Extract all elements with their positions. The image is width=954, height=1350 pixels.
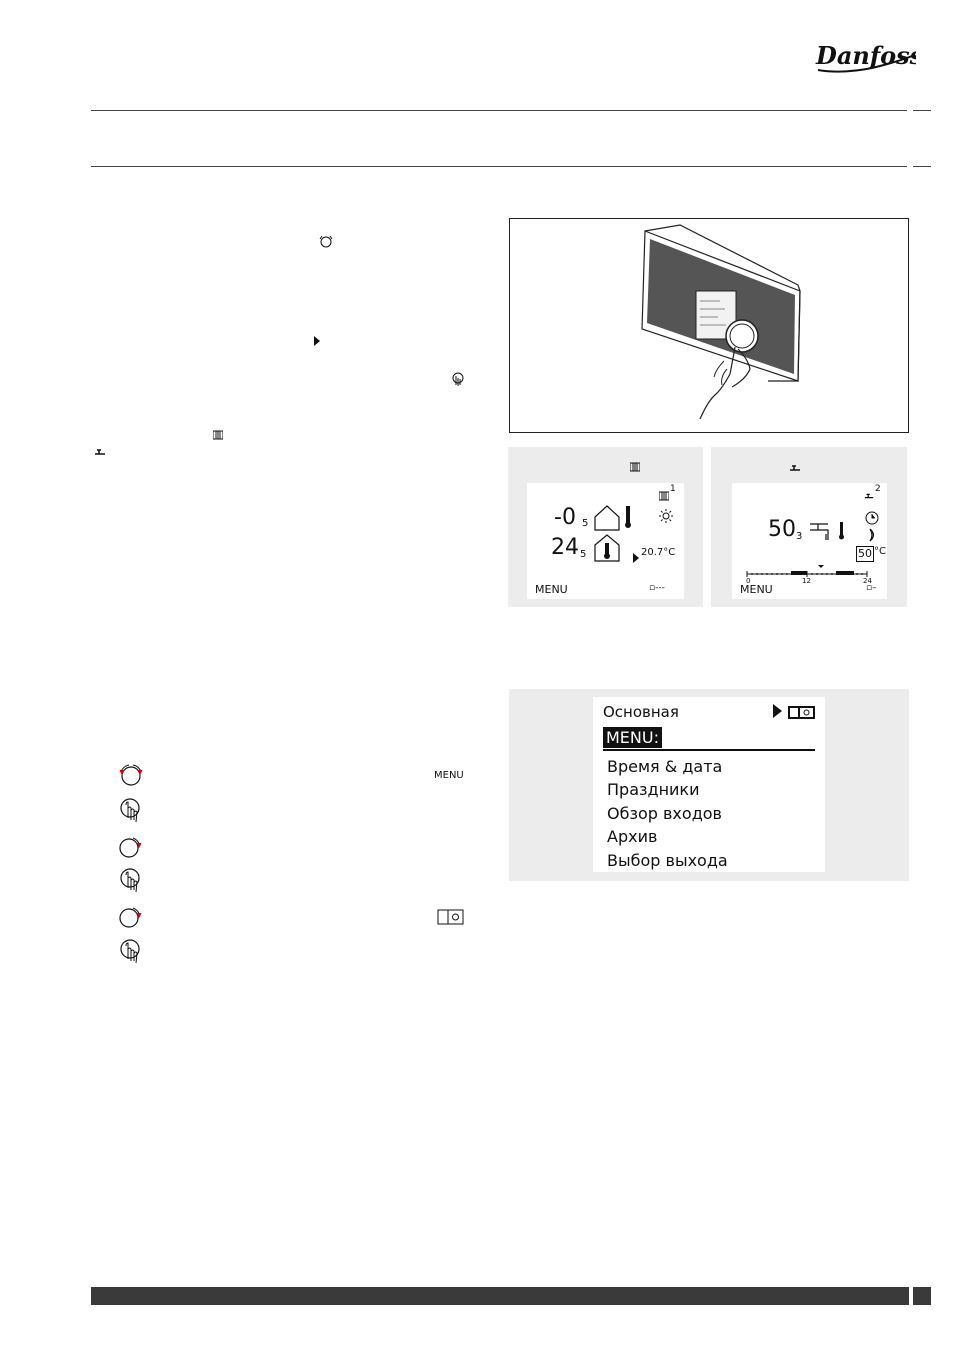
heating-display-panel bbox=[508, 447, 703, 607]
header-rule-top bbox=[91, 110, 907, 111]
scale-start-label: 0 bbox=[746, 577, 751, 585]
dial-turn-icon bbox=[318, 233, 334, 252]
header-rule-bottom-tab bbox=[913, 166, 931, 167]
dhw-setpoint-unit: °C bbox=[874, 546, 886, 557]
menu-heading: MENU: bbox=[603, 727, 662, 748]
main-menu-panel bbox=[509, 689, 909, 881]
heating-menu-label: MENU bbox=[535, 583, 568, 596]
push-dial-icon bbox=[117, 796, 145, 826]
common-controller-icon bbox=[437, 909, 465, 929]
push-dial-icon bbox=[117, 937, 145, 967]
dhw-display-panel bbox=[711, 447, 907, 607]
heating-status-indicator: ▫--- bbox=[649, 583, 665, 593]
dhw-circuit-number: 2 bbox=[875, 484, 881, 494]
heating-lcd bbox=[527, 483, 684, 599]
dhw-lcd bbox=[732, 483, 887, 599]
heating-setpoint: 20.7°C bbox=[641, 547, 676, 558]
room-thermometer-icon bbox=[593, 533, 621, 567]
footer-bar bbox=[91, 1287, 909, 1305]
menu-item-archive[interactable]: Архив bbox=[607, 827, 658, 846]
dhw-temp-integer: 50 bbox=[768, 517, 796, 542]
hot-water-tap-icon bbox=[789, 458, 801, 477]
menu-item-output-selection[interactable]: Выбор выхода bbox=[607, 851, 728, 870]
menu-divider bbox=[603, 749, 815, 751]
footer-page-tab bbox=[913, 1287, 931, 1305]
hot-water-tap-icon bbox=[864, 486, 874, 505]
turn-right-icon bbox=[117, 904, 145, 934]
sun-icon bbox=[659, 508, 673, 527]
dhw-temp-decimal: 3 bbox=[796, 531, 803, 542]
push-dial-icon bbox=[452, 372, 464, 392]
main-menu-lcd bbox=[593, 697, 825, 872]
dhw-setpoint-box: 50 bbox=[858, 547, 872, 560]
step-menu-label: MENU bbox=[434, 770, 464, 781]
outdoor-temp-integer: -0 bbox=[554, 505, 576, 530]
room-temp-integer: 24 bbox=[551, 535, 579, 560]
heating-circuit-number: 1 bbox=[670, 484, 676, 494]
radiator-icon bbox=[659, 486, 669, 505]
room-temp-decimal: 5 bbox=[580, 549, 587, 560]
header-rule-bottom bbox=[91, 166, 907, 167]
menu-item-input-overview[interactable]: Обзор входов bbox=[607, 804, 722, 823]
house-thermometer-icon bbox=[593, 503, 639, 535]
logo-text: Danfoss bbox=[816, 41, 916, 70]
turn-both-ways-icon bbox=[117, 762, 145, 792]
menu-title: Основная bbox=[603, 703, 679, 721]
cursor-triangle-icon bbox=[633, 548, 639, 567]
controller-illustration bbox=[509, 218, 909, 433]
radiator-icon bbox=[630, 457, 640, 476]
hot-water-tap-icon bbox=[94, 442, 106, 461]
radiator-icon bbox=[213, 425, 223, 444]
cursor-triangle-icon bbox=[314, 331, 320, 350]
outdoor-temp-decimal: 5 bbox=[582, 518, 589, 529]
tap-thermometer-icon bbox=[808, 520, 848, 546]
push-dial-icon bbox=[117, 866, 145, 896]
header-rule-top-tab bbox=[913, 110, 931, 111]
danfoss-logo bbox=[812, 34, 916, 78]
scale-mid-label: 12 bbox=[802, 577, 811, 585]
menu-item-holidays[interactable]: Праздники bbox=[607, 780, 700, 799]
dhw-menu-label: MENU bbox=[740, 583, 773, 596]
menu-item-time-date[interactable]: Время & дата bbox=[607, 757, 723, 776]
common-controller-icon bbox=[788, 704, 816, 723]
moon-icon bbox=[867, 527, 877, 546]
turn-right-icon bbox=[117, 834, 145, 864]
cursor-triangle-icon bbox=[773, 703, 782, 722]
dhw-status-indicator: ▫– bbox=[866, 583, 877, 593]
scale-end-label: 24 bbox=[863, 577, 872, 585]
